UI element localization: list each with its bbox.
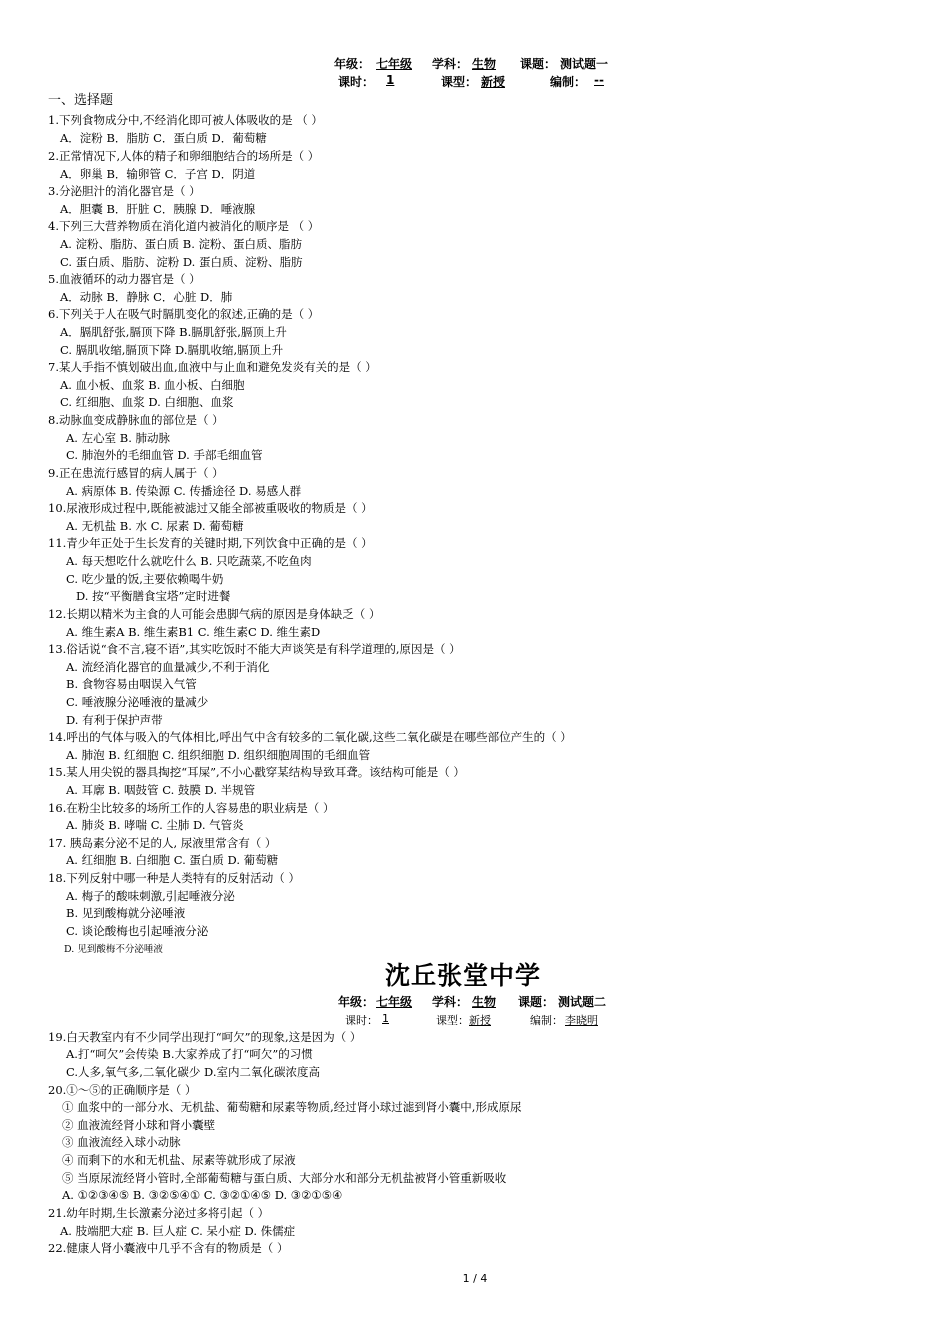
- grade-value: 七年级: [376, 995, 413, 1009]
- question-line: 5.血液循环的动力器官是（ ）: [48, 272, 201, 286]
- question-line: C. 膈肌收缩,膈顶下降 D.膈肌收缩,膈顶上升: [60, 343, 284, 357]
- question-line: A. 肢端肥大症 B. 巨人症 C. 呆小症 D. 侏儒症: [60, 1224, 296, 1238]
- question-line: A. 维生素A B. 维生素B1 C. 维生素C D. 维生素D: [66, 625, 321, 639]
- school-name: 沈丘张堂中学: [385, 961, 542, 990]
- question-line: ⑤ 当原尿流经肾小管时,全部葡萄糖与蛋白质、大部分水和部分无机盐被肾小管重新吸收: [62, 1171, 507, 1185]
- period-value: 1: [386, 73, 395, 87]
- question-line: 6.下列关于人在吸气时膈肌变化的叙述,正确的是（ ）: [48, 307, 320, 321]
- question-line: A. 病原体 B. 传染源 C. 传播途径 D. 易感人群: [66, 484, 302, 498]
- question-line: C.人多,氧气多,二氧化碳少 D.室内二氧化碳浓度高: [66, 1065, 320, 1079]
- question-line: A. 流经消化器官的血量减少,不利于消化: [66, 660, 270, 674]
- question-line: ② 血液流经肾小球和肾小囊壁: [62, 1118, 216, 1132]
- question-line: C. 吃少量的饭,主要依赖喝牛奶: [66, 572, 224, 586]
- grade-label: 年级：: [338, 995, 375, 1009]
- question-line: 9.正在患流行感冒的病人属于（ ）: [48, 466, 224, 480]
- question-line: D. 有利于保护声带: [66, 713, 163, 727]
- type-label: 课型：: [441, 75, 478, 89]
- question-line: ④ 而剩下的水和无机盐、尿素等就形成了尿液: [62, 1153, 296, 1167]
- topic-label: 课题：: [518, 995, 555, 1009]
- subject-label: 学科：: [432, 57, 469, 71]
- question-line: B. 见到酸梅就分泌唾液: [66, 906, 186, 920]
- question-line: 15.某人用尖锐的器具掏挖“耳屎”,不小心戳穿某结构导致耳聋。该结构可能是（ ）: [48, 765, 465, 779]
- question-line: C. 红细胞、血浆 D. 白细胞、血浆: [60, 395, 234, 409]
- type-label: 课型：: [436, 1014, 469, 1027]
- question-line: C. 蛋白质、脂肪、淀粉 D. 蛋白质、淀粉、脂肪: [60, 255, 303, 269]
- question-line: C. 唾液腺分泌唾液的量减少: [66, 695, 209, 709]
- question-line: 12.长期以精米为主食的人可能会患脚气病的原因是身体缺乏（ ）: [48, 607, 381, 621]
- grade-value: 七年级: [376, 57, 413, 71]
- question-line: 22.健康人肾小囊液中几乎不含有的物质是（ ）: [48, 1241, 289, 1255]
- question-line: 2.正常情况下,人体的精子和卵细胞结合的场所是（ ）: [48, 149, 320, 163]
- question-line: A. 左心室 B. 肺动脉: [66, 431, 171, 445]
- editor-value: 李晓明: [565, 1014, 598, 1027]
- page-number: 1 / 4: [462, 1272, 488, 1285]
- question-line: A. 肺炎 B. 哮喘 C. 尘肺 D. 气管炎: [66, 818, 244, 832]
- question-line: A. ①②③④⑤ B. ③②⑤④① C. ③②①④⑤ D. ③②①⑤④: [62, 1188, 343, 1202]
- question-line: A．卵巢 B．输卵管 C．子宫 D．阴道: [60, 167, 256, 181]
- question-18-option-d: D. 见到酸梅不分泌唾液: [64, 944, 163, 955]
- topic-value: 测试题一: [560, 57, 609, 71]
- question-line: A. 淀粉、脂肪、蛋白质 B. 淀粉、蛋白质、脂肪: [60, 237, 303, 251]
- question-line: A.打“呵欠”会传染 B.大家养成了打“呵欠”的习惯: [66, 1047, 313, 1061]
- question-line: A. 红细胞 B. 白细胞 C. 蛋白质 D. 葡萄糖: [66, 853, 279, 867]
- subject-label: 学科：: [432, 995, 469, 1009]
- question-line: 8.动脉血变成静脉血的部位是（ ）: [48, 413, 224, 427]
- subject-value: 生物: [472, 57, 497, 71]
- editor-label: 编制：: [530, 1014, 563, 1027]
- question-line: 14.呼出的气体与吸入的气体相比,呼出气中含有较多的二氧化碳,这些二氧化碳是在哪些部位产生的（ ）: [48, 730, 572, 744]
- question-line: 7.某人手指不慎划破出血,血液中与止血和避免发炎有关的是（ ）: [48, 360, 377, 374]
- question-line: B. 食物容易由咽误入气管: [66, 677, 197, 691]
- question-line: A．淀粉 B．脂肪 C．蛋白质 D．葡萄糖: [60, 131, 267, 145]
- question-line: 13.俗话说“食不言,寝不语”,其实吃饭时不能大声谈笑是有科学道理的,原因是（ ）: [48, 642, 461, 656]
- question-line: A. 每天想吃什么就吃什么 B. 只吃蔬菜,不吃鱼肉: [66, 554, 312, 568]
- question-line: A. 血小板、血浆 B. 血小板、白细胞: [60, 378, 245, 392]
- question-line: 1.下列食物成分中,不经消化即可被人体吸收的是 （ ）: [48, 113, 323, 127]
- type-value: 新授: [481, 75, 506, 89]
- question-line: ③ 血液流经入球小动脉: [62, 1135, 181, 1149]
- type-value: 新授: [469, 1014, 491, 1027]
- question-line: 21.幼年时期,生长激素分泌过多将引起（ ）: [48, 1206, 270, 1220]
- question-line: C. 谈论酸梅也引起唾液分泌: [66, 924, 209, 938]
- question-line: 16.在粉尘比较多的场所工作的人容易患的职业病是（ ）: [48, 801, 335, 815]
- period-value: 1: [382, 1012, 389, 1025]
- question-line: 10.尿液形成过程中,既能被滤过又能全部被重吸收的物质是（ ）: [48, 501, 373, 515]
- question-line: A. 耳廓 B. 咽鼓管 C. 鼓膜 D. 半规管: [66, 783, 256, 797]
- period-label: 课时：: [345, 1014, 378, 1027]
- question-line: 11.青少年正处于生长发育的关键时期,下列饮食中正确的是（ ）: [48, 536, 373, 550]
- question-line: A. 肺泡 B. 红细胞 C. 组织细胞 D. 组织细胞周围的毛细血管: [66, 748, 371, 762]
- question-line: A. 梅子的酸味刺激,引起唾液分泌: [66, 889, 235, 903]
- question-line: 4.下列三大营养物质在消化道内被消化的顺序是 （ ）: [48, 219, 320, 233]
- editor-label: 编制：: [550, 75, 587, 89]
- topic-label: 课题：: [520, 57, 557, 71]
- subject-value: 生物: [472, 995, 497, 1009]
- topic-value: 测试题二: [558, 995, 607, 1009]
- question-line: 3.分泌胆汁的消化器官是（ ）: [48, 184, 201, 198]
- grade-label: 年级：: [334, 57, 371, 71]
- question-line: 18.下列反射中哪一种是人类特有的反射活动（ ）: [48, 871, 300, 885]
- period-label: 课时：: [338, 75, 375, 89]
- question-line: 20.①～⑤的正确顺序是（ ）: [48, 1083, 197, 1097]
- question-line: A．膈肌舒张,膈顶下降 B.膈肌舒张,膈顶上升: [60, 325, 287, 339]
- question-line: A. 无机盐 B. 水 C. 尿素 D. 葡萄糖: [66, 519, 244, 533]
- question-line: ① 血浆中的一部分水、无机盐、葡萄糖和尿素等物质,经过肾小球过滤到肾小囊中,形成原尿: [62, 1100, 522, 1114]
- question-line: C. 肺泡外的毛细血管 D. 手部毛细血管: [66, 448, 263, 462]
- question-line: A．胆囊 B．肝脏 C．胰腺 D．唾液腺: [60, 202, 256, 216]
- question-line: A．动脉 B．静脉 C．心脏 D．肺: [60, 290, 233, 304]
- question-line: 19.白天教室内有不少同学出现打“呵欠”的现象,这是因为（ ）: [48, 1030, 362, 1044]
- editor-value: --: [594, 73, 604, 87]
- section-title: 一、选择题: [48, 93, 114, 108]
- question-line: D. 按“平衡膳食宝塔”定时进餐: [76, 589, 231, 603]
- question-line: 17. 胰岛素分泌不足的人, 尿液里常含有（ ）: [48, 836, 277, 850]
